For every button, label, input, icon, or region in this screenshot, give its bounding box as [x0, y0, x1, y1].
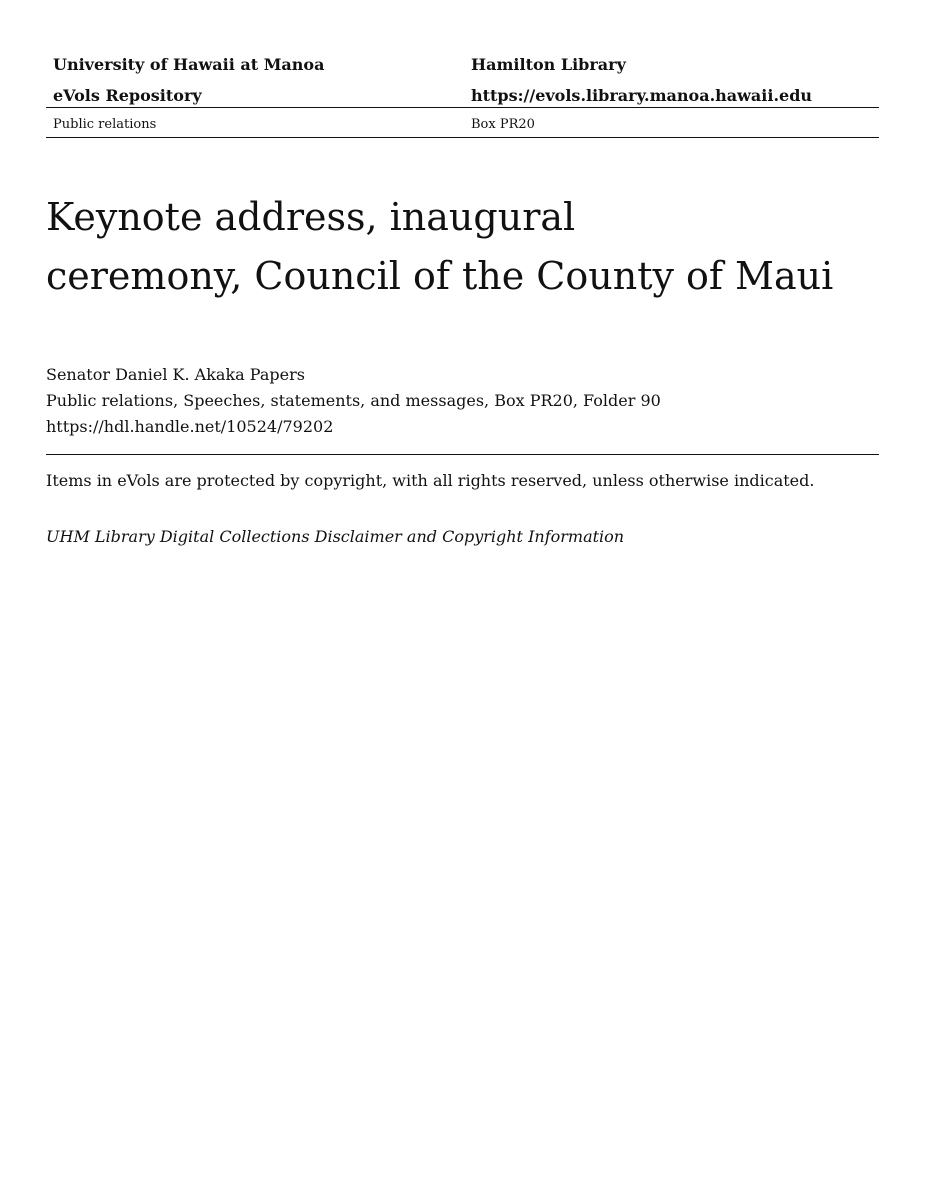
repository-name: eVols Repository	[53, 86, 202, 105]
title-line-2: ceremony, Council of the County of Maui	[46, 254, 834, 298]
collection-name: Senator Daniel K. Akaka Papers	[46, 365, 305, 384]
document-metadata	[46, 362, 879, 440]
document-title	[46, 188, 879, 306]
institution-name: University of Hawaii at Manoa	[53, 55, 325, 74]
rights-statement: Items in eVols are protected by copyright, with all rights reserved, unless otherwise indicated.	[46, 471, 815, 490]
title-line-1: Keynote address, inaugural	[46, 195, 576, 239]
box-label: Box PR20	[471, 117, 535, 132]
metadata-divider	[46, 454, 879, 455]
subheader-divider	[46, 137, 879, 138]
library-name: Hamilton Library	[471, 55, 626, 74]
handle-link[interactable]: https://hdl.handle.net/10524/79202	[46, 417, 334, 436]
folder-location: Public relations, Speeches, statements, and messages, Box PR20, Folder 90	[46, 391, 661, 410]
series-label: Public relations	[53, 117, 157, 132]
cover-page	[46, 0, 879, 1200]
header-divider	[46, 107, 879, 108]
disclaimer-link[interactable]: UHM Library Digital Collections Disclaimer and Copyright Information	[46, 527, 625, 546]
repository-url-link[interactable]: https://evols.library.manoa.hawaii.edu	[471, 86, 813, 105]
